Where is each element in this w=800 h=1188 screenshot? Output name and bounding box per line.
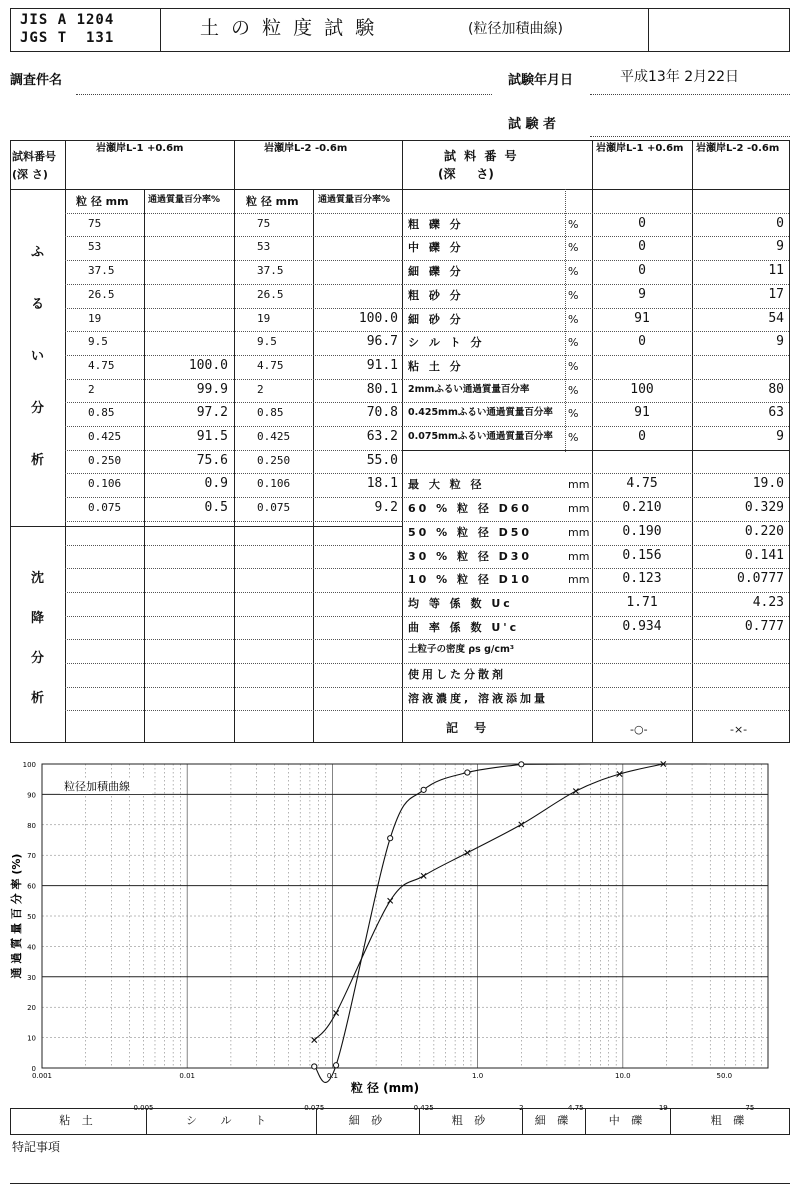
result-value-2: 9 bbox=[776, 239, 784, 255]
sieve-size-2: 9.5 bbox=[257, 335, 277, 349]
sieve-pass-2: 80.1 bbox=[366, 381, 398, 397]
survey-name-line bbox=[76, 94, 492, 95]
result-unit: mm bbox=[568, 502, 590, 516]
grid-line-v bbox=[144, 189, 145, 742]
result-label: 30 % 粒 径 D30 bbox=[408, 549, 533, 563]
result-unit: % bbox=[568, 407, 579, 421]
result-unit: % bbox=[568, 241, 579, 255]
sieve-size-1: 4.75 bbox=[88, 358, 115, 372]
grid-line-h bbox=[65, 568, 402, 569]
sieve-section-char: 分 bbox=[31, 401, 45, 416]
grid-line-h bbox=[65, 639, 402, 640]
result-unit: mm bbox=[568, 478, 590, 492]
sieve-size-2: 19 bbox=[257, 311, 271, 325]
grid-line-h bbox=[402, 402, 789, 403]
sieve-size-1: 9.5 bbox=[88, 335, 108, 349]
sed-section-char: 分 bbox=[31, 651, 45, 666]
result-value-2: 19.0 bbox=[752, 476, 784, 492]
y-tick-label: 50 bbox=[27, 913, 36, 921]
sieve-section-char: 析 bbox=[31, 453, 45, 468]
depth-label: (深 さ) bbox=[12, 168, 48, 181]
x-sieve-label: 0.005 bbox=[133, 1104, 154, 1112]
test-date-value: 平成13年 2月22日 bbox=[620, 69, 739, 85]
series-line-2 bbox=[314, 764, 707, 1040]
standard-jis: JIS A 1204 bbox=[20, 12, 115, 28]
grid-line-h bbox=[65, 379, 402, 380]
grid-line-h bbox=[10, 526, 402, 527]
grid-line-v bbox=[234, 140, 235, 742]
result-value-2: 54 bbox=[768, 310, 784, 326]
grid-line-h bbox=[65, 331, 402, 332]
result-unit: mm bbox=[568, 549, 590, 563]
sieve-size-1: 19 bbox=[88, 311, 102, 325]
sed-section-char: 析 bbox=[31, 691, 45, 706]
sample-no-label: 試料番号 bbox=[12, 150, 56, 163]
grid-line-h bbox=[65, 497, 402, 498]
result-value-2: 0.220 bbox=[744, 523, 784, 539]
sieve-size-1: 26.5 bbox=[88, 287, 115, 301]
sieve-pass-2: 18.1 bbox=[366, 476, 398, 492]
result-label: 粗 礫 分 bbox=[408, 217, 464, 231]
grid-line-h bbox=[65, 426, 402, 427]
grid-line-h bbox=[402, 331, 789, 332]
sieve-pass-1: 97.2 bbox=[196, 405, 228, 421]
data-point-cross bbox=[465, 850, 470, 855]
result-unit: % bbox=[568, 288, 579, 302]
grid-line-h bbox=[10, 140, 790, 141]
sieve-size-1: 53 bbox=[88, 240, 102, 254]
size-header-2: 粒 径 mm bbox=[246, 195, 299, 208]
header-box bbox=[10, 8, 790, 52]
sieve-size-1: 0.250 bbox=[88, 453, 122, 467]
sieve-size-2: 26.5 bbox=[257, 287, 284, 301]
sieve-size-1: 75 bbox=[88, 216, 102, 230]
grid-line-h bbox=[402, 450, 789, 451]
result-value-2: 0.141 bbox=[744, 547, 784, 563]
result-value-1: 0.156 bbox=[622, 547, 662, 563]
grid-line-h bbox=[402, 521, 789, 522]
sieve-pass-1: 75.6 bbox=[196, 452, 228, 468]
sieve-pass-2: 9.2 bbox=[374, 500, 398, 516]
sieve-size-2: 0.425 bbox=[257, 430, 291, 443]
results-header-line2: (深 さ) bbox=[438, 167, 494, 181]
result-label: 細 砂 分 bbox=[408, 312, 464, 326]
x-sieve-label: 0.425 bbox=[413, 1104, 434, 1112]
result-label: 中 礫 分 bbox=[408, 241, 464, 255]
sieve-size-2: 53 bbox=[257, 240, 271, 254]
grid-line-h bbox=[65, 616, 402, 617]
result-value-2: 9 bbox=[776, 334, 784, 350]
data-point-cross bbox=[519, 822, 524, 827]
grid-line-h bbox=[402, 284, 789, 285]
data-point-circle bbox=[421, 787, 426, 792]
x-tick-label: 1.0 bbox=[472, 1072, 484, 1080]
data-point-circle bbox=[519, 762, 524, 767]
result-value-2: 0.0777 bbox=[737, 571, 784, 587]
grid-line-h bbox=[65, 663, 402, 664]
result-value-2: 0.329 bbox=[744, 500, 784, 516]
result-value-1: 0 bbox=[638, 263, 646, 279]
sieve-pass-2: 55.0 bbox=[366, 452, 398, 468]
x-sieve-label: 0.075 bbox=[304, 1104, 325, 1112]
y-tick-label: 100 bbox=[22, 761, 36, 769]
grid-line-h bbox=[65, 284, 402, 285]
result-label: 0.075mmふるい通過質量百分率 bbox=[408, 431, 553, 442]
result-label: 均 等 係 数 Uc bbox=[408, 596, 513, 610]
grid-line-h bbox=[65, 687, 402, 688]
pass-header-2: 通過質量百分率% bbox=[318, 195, 391, 205]
grid-line-h bbox=[402, 592, 789, 593]
chart-title: 粒径加積曲線 bbox=[64, 780, 130, 793]
grid-line-h bbox=[65, 592, 402, 593]
result-value-1: 9 bbox=[638, 286, 646, 302]
grid-line-v bbox=[10, 140, 11, 742]
sample1-name-left: 岩瀬岸L-1 +0.6m bbox=[96, 143, 184, 154]
grid-line-h bbox=[65, 710, 402, 711]
result-label: 50 % 粒 径 D50 bbox=[408, 525, 533, 539]
result-value-1: 0.190 bbox=[622, 523, 662, 539]
result-label: 曲 率 係 数 U'c bbox=[408, 620, 520, 634]
grid-line-h bbox=[10, 1134, 790, 1135]
remarks-label: 特記事項 bbox=[12, 1140, 61, 1154]
data-point-cross bbox=[333, 1010, 338, 1015]
series-line-1 bbox=[314, 764, 590, 1082]
sieve-section-char: い bbox=[31, 349, 45, 364]
grid-line-h bbox=[402, 355, 789, 356]
result-value-2: 17 bbox=[768, 286, 784, 302]
data-point-cross bbox=[388, 898, 393, 903]
sieve-pass-2: 70.8 bbox=[366, 405, 398, 421]
result-value-1: 0 bbox=[638, 334, 646, 350]
data-point-circle bbox=[388, 836, 393, 841]
grading-curve-chart bbox=[0, 750, 800, 1120]
data-point-cross bbox=[312, 1037, 317, 1042]
sieve-size-2: 4.75 bbox=[257, 358, 284, 372]
symbol-sample1: -○- bbox=[630, 723, 648, 736]
result-label: 最 大 粒 径 bbox=[408, 478, 485, 492]
grid-line-h bbox=[10, 1108, 790, 1109]
result-value-2: 63 bbox=[768, 405, 784, 421]
data-point-cross bbox=[573, 788, 578, 793]
result-label: 0.425mmふるい通過質量百分率 bbox=[408, 407, 553, 419]
y-tick-label: 90 bbox=[27, 791, 36, 800]
x-tick-label: 50.0 bbox=[716, 1072, 733, 1080]
sieve-size-1: 37.5 bbox=[88, 264, 115, 278]
result-label: シ ル ト 分 bbox=[408, 336, 485, 350]
grid-line-h bbox=[402, 663, 789, 664]
result-unit: mm bbox=[568, 573, 590, 587]
result-unit: % bbox=[568, 265, 579, 279]
grid-line-h bbox=[402, 639, 789, 640]
result-label: 溶液濃度, 溶液添加量 bbox=[408, 691, 549, 705]
sieve-pass-1: 99.9 bbox=[196, 381, 228, 397]
result-value-1: 0 bbox=[638, 239, 646, 255]
result-value-2: 80 bbox=[768, 381, 784, 397]
result-value-1: 0.210 bbox=[622, 500, 662, 516]
result-label: 土粒子の密度 ρs g/cm³ bbox=[408, 644, 515, 656]
grid-line-h bbox=[402, 260, 789, 261]
standard-jgs: JGS T 131 bbox=[20, 30, 115, 46]
survey-name-label: 調査件名 bbox=[10, 73, 63, 88]
sieve-size-2: 37.5 bbox=[257, 264, 284, 278]
result-value-1: 100 bbox=[630, 381, 654, 397]
grid-line-h bbox=[402, 687, 789, 688]
sieve-size-1: 0.075 bbox=[88, 501, 122, 515]
x-axis-label: 粒 径 (mm) bbox=[350, 1081, 420, 1095]
sieve-pass-2: 63.2 bbox=[366, 429, 398, 444]
x-tick-label: 0.001 bbox=[31, 1072, 53, 1080]
sample2-name-right: 岩瀬岸L-2 -0.6m bbox=[696, 143, 780, 154]
grid-line-h bbox=[402, 497, 789, 498]
grid-line-h bbox=[402, 213, 789, 214]
x-sieve-label: 19 bbox=[658, 1104, 668, 1112]
y-tick-label: 20 bbox=[27, 1004, 36, 1013]
grid-line-h bbox=[65, 450, 402, 451]
x-tick-label: 0.01 bbox=[179, 1072, 195, 1080]
x-tick-label: 0.1 bbox=[326, 1072, 338, 1080]
grid-line-v bbox=[565, 189, 566, 452]
grid-line-h bbox=[65, 545, 402, 546]
sed-section-char: 沈 bbox=[31, 571, 45, 586]
sieve-pass-1: 100.0 bbox=[188, 357, 228, 373]
grid-line-v bbox=[65, 140, 66, 742]
test-date-label: 試験年月日 bbox=[508, 73, 574, 88]
result-unit: % bbox=[568, 383, 579, 397]
grid-line-h bbox=[402, 308, 789, 309]
soil-class-cell: 粗 砂 bbox=[451, 1114, 490, 1127]
data-point-circle bbox=[312, 1064, 317, 1069]
result-value-1: 0.123 bbox=[622, 571, 662, 587]
sed-section-char: 降 bbox=[31, 611, 45, 626]
sieve-pass-1: 0.5 bbox=[204, 500, 228, 516]
result-unit: % bbox=[568, 359, 579, 373]
soil-class-cell: 粘 土 bbox=[59, 1114, 97, 1127]
result-unit: % bbox=[568, 336, 579, 350]
grid-line-h bbox=[402, 710, 789, 711]
grid-line-v bbox=[789, 140, 790, 742]
result-value-1: 1.71 bbox=[626, 594, 658, 610]
sieve-size-2: 0.85 bbox=[257, 406, 284, 420]
grid-line-h bbox=[65, 308, 402, 309]
y-axis-label: 通 過 質 量 百 分 率 (%) bbox=[10, 853, 23, 979]
result-label: 2mmふるい通過質量百分率 bbox=[408, 383, 530, 395]
grid-line-h bbox=[402, 568, 789, 569]
page-subtitle: (粒径加積曲線) bbox=[468, 21, 563, 37]
tester-label: 試 験 者 bbox=[508, 117, 557, 132]
data-point-cross bbox=[421, 873, 426, 878]
grid-line-h bbox=[65, 402, 402, 403]
x-sieve-label: 4.75 bbox=[568, 1104, 584, 1112]
sieve-size-2: 0.075 bbox=[257, 501, 291, 515]
result-label: 10 % 粒 径 D10 bbox=[408, 573, 533, 587]
result-label: 粗 砂 分 bbox=[408, 288, 464, 302]
symbol-sample2: -×- bbox=[730, 723, 748, 736]
results-header-line1: 試 料 番 号 bbox=[444, 149, 519, 163]
y-tick-label: 60 bbox=[27, 882, 36, 891]
x-sieve-label: 75 bbox=[745, 1104, 755, 1112]
result-value-1: 91 bbox=[634, 405, 650, 421]
sieve-pass-2: 91.1 bbox=[366, 357, 398, 373]
result-unit: % bbox=[568, 312, 579, 326]
y-tick-label: 0 bbox=[31, 1065, 36, 1073]
grid-line-h bbox=[65, 213, 402, 214]
sieve-size-1: 0.85 bbox=[88, 406, 115, 420]
x-tick-label: 10.0 bbox=[615, 1072, 631, 1080]
soil-class-cell: 中 礫 bbox=[608, 1114, 647, 1127]
grid-line-v bbox=[789, 1108, 790, 1134]
sieve-section-char: る bbox=[31, 297, 45, 312]
sieve-size-1: 0.106 bbox=[88, 477, 122, 491]
data-point-circle bbox=[465, 770, 470, 775]
result-value-2: 9 bbox=[776, 429, 784, 444]
grid-line-h bbox=[402, 616, 789, 617]
grid-line-h bbox=[402, 545, 789, 546]
result-value-2: 0.777 bbox=[744, 618, 784, 634]
result-label: 使用した分散剤 bbox=[408, 668, 506, 681]
y-tick-label: 10 bbox=[27, 1034, 36, 1043]
x-sieve-label: 2 bbox=[519, 1104, 524, 1112]
grid-line-v bbox=[402, 140, 403, 742]
soil-class-cell: 細 礫 bbox=[534, 1114, 573, 1127]
sieve-pass-1: 91.5 bbox=[196, 429, 228, 444]
result-unit: % bbox=[568, 217, 579, 231]
result-value-2: 0 bbox=[776, 215, 784, 231]
y-tick-label: 80 bbox=[27, 821, 36, 830]
result-unit: mm bbox=[568, 525, 590, 539]
y-tick-label: 30 bbox=[27, 973, 36, 982]
grid-line-h bbox=[65, 473, 402, 474]
grid-line-h bbox=[65, 521, 402, 522]
grid-line-v bbox=[692, 140, 693, 742]
result-unit: % bbox=[568, 431, 579, 444]
sieve-size-2: 0.250 bbox=[257, 453, 291, 467]
result-value-1: 0.934 bbox=[622, 618, 662, 634]
grid-line-h bbox=[402, 426, 789, 427]
grid-line-h bbox=[65, 355, 402, 356]
grid-line-v bbox=[313, 189, 314, 742]
grid-line-h bbox=[65, 260, 402, 261]
result-value-2: 4.23 bbox=[752, 594, 784, 610]
sieve-pass-2: 100.0 bbox=[358, 310, 398, 326]
symbol-label: 記 号 bbox=[446, 721, 493, 735]
result-label: 粘 土 分 bbox=[408, 359, 464, 373]
sieve-size-2: 0.106 bbox=[257, 477, 291, 491]
sample1-name-right: 岩瀬岸L-1 +0.6m bbox=[596, 143, 684, 154]
result-label: 60 % 粒 径 D60 bbox=[408, 502, 533, 516]
sieve-size-2: 2 bbox=[257, 382, 264, 396]
soil-class-cell: 細 砂 bbox=[348, 1114, 387, 1127]
grid-line-h bbox=[65, 236, 402, 237]
size-header-1: 粒 径 mm bbox=[76, 195, 129, 208]
page-title: 土 の 粒 度 試 験 bbox=[200, 17, 378, 39]
grid-line-h bbox=[402, 236, 789, 237]
y-tick-label: 40 bbox=[27, 943, 36, 952]
sieve-size-1: 0.425 bbox=[88, 430, 122, 443]
result-value-1: 0 bbox=[638, 429, 646, 444]
soil-class-cell: シ ル ト bbox=[186, 1114, 276, 1127]
result-label: 細 礫 分 bbox=[408, 265, 464, 279]
result-value-2: 11 bbox=[768, 263, 784, 279]
sieve-size-2: 75 bbox=[257, 216, 271, 230]
data-point-circle bbox=[333, 1063, 338, 1068]
y-tick-label: 70 bbox=[27, 852, 36, 861]
result-value-1: 91 bbox=[634, 310, 650, 326]
soil-class-cell: 粗 礫 bbox=[710, 1114, 749, 1127]
result-value-1: 4.75 bbox=[626, 476, 658, 492]
sieve-pass-1: 0.9 bbox=[204, 476, 228, 492]
grid-line-h bbox=[402, 473, 789, 474]
grid-line-h bbox=[10, 189, 790, 190]
grid-line-h bbox=[402, 379, 789, 380]
sieve-pass-2: 96.7 bbox=[366, 334, 398, 350]
grid-line-h bbox=[10, 742, 790, 743]
sample2-name-left: 岩瀬岸L-2 -0.6m bbox=[264, 143, 348, 154]
sieve-size-1: 2 bbox=[88, 382, 95, 396]
pass-header-1: 通過質量百分率% bbox=[148, 195, 221, 205]
sieve-section-char: ふ bbox=[31, 245, 45, 260]
result-value-1: 0 bbox=[638, 215, 646, 231]
grid-line-v bbox=[592, 140, 593, 742]
